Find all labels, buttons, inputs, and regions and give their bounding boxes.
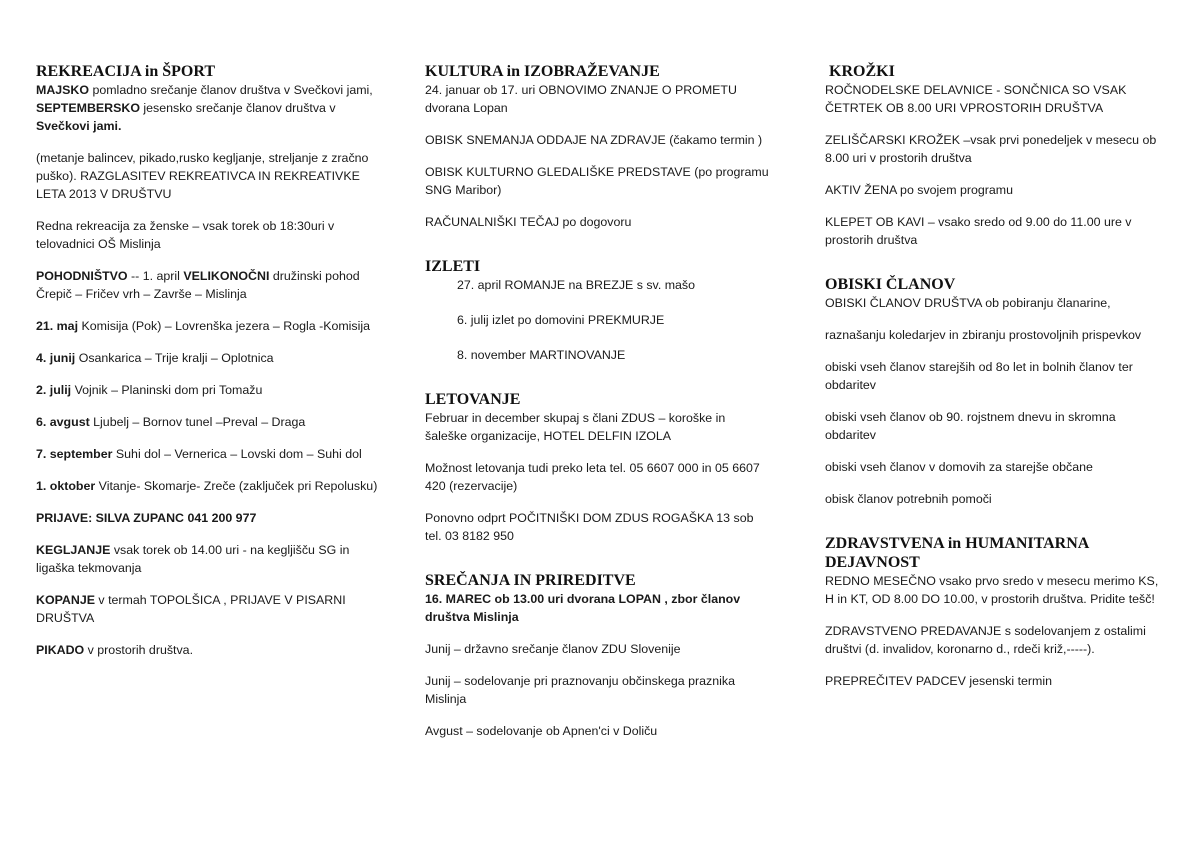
- event-item: Junij – sodelovanje pri praznovanju občinskega praznika Mislinja: [425, 674, 735, 706]
- health-item: REDNO MESEČNO vsako prvo sredo v mesecu merimo KS, H in KT, OD 8.00 DO 10.00, v prostorih društva. Pridite tešč!: [825, 574, 1159, 606]
- hike-item: 4. junij Osankarica – Trije kralji – Oplotnica: [36, 351, 274, 365]
- visit-item: obisk članov potrebnih pomoči: [825, 492, 992, 506]
- heading-member-visits: OBISKI ČLANOV: [825, 276, 956, 293]
- visit-item: obiski vseh članov ob 90. rojstnem dnevu in skromna obdaritev: [825, 410, 1116, 442]
- paragraph-games: (metanje balincev, pikado,rusko kegljanje, streljanje z zračno puško). RAZGLASITEV REKREATIVCA IN REKREATIVKE LETA 2013 V DRUŠTVU: [36, 151, 369, 201]
- paragraph-meetings: MAJSKO pomladno srečanje članov društva v Svečkovi jami, SEPTEMBERSKO jesensko srečanje članov društva v Svečkovi jami.: [36, 83, 373, 133]
- column-recreation: [36, 62, 386, 673]
- hike-item: 1. oktober Vitanje- Skomarje- Zreče (zaključek pri Repolusku): [36, 479, 378, 493]
- trip-item: 8. november MARTINOVANJE: [457, 348, 626, 362]
- visit-item: OBISKI ČLANOV DRUŠTVA ob pobiranju članarine,: [825, 296, 1111, 310]
- heading-meetings-events: SREČANJA IN PRIREDITVE: [425, 572, 636, 589]
- trip-item: 6. julij izlet po domovini PREKMURJE: [457, 313, 665, 327]
- paragraph-swimming: KOPANJE v termah TOPOLŠICA , PRIJAVE V PISARNI DRUŠTVA: [36, 593, 346, 625]
- column-circles-visits: [825, 62, 1165, 704]
- event-main: 16. MAREC ob 13.00 uri dvorana LOPAN , zbor članov društva Mislinja: [425, 592, 741, 624]
- hike-item: 21. maj Komisija (Pok) – Lovrenška jezera – Rogla -Komisija: [36, 319, 371, 333]
- holiday-item: Možnost letovanja tudi preko leta tel. 05 6607 000 in 05 6607 420 (rezervacije): [425, 461, 760, 493]
- heading-trips: IZLETI: [425, 258, 481, 275]
- culture-item: 24. januar ob 17. uri OBNOVIMO ZNANJE O PROMETU dvorana Lopan: [425, 83, 737, 115]
- heading-culture-education: KULTURA in IZOBRAŽEVANJE: [425, 63, 660, 80]
- visit-item: obiski vseh članov v domovih za starejše občane: [825, 460, 1093, 474]
- column-culture-trips: [425, 62, 770, 754]
- circle-item: KLEPET OB KAVI – vsako sredo od 9.00 do 11.00 ure v prostorih društva: [825, 215, 1132, 247]
- circle-item: AKTIV ŽENA po svojem programu: [825, 183, 1013, 197]
- heading-health-humanitarian: ZDRAVSTVENA in HUMANITARNA DEJAVNOST: [825, 535, 1089, 571]
- circle-item: ROČNODELSKE DELAVNICE - SONČNICA SO VSAK ČETRTEK OB 8.00 URI VPROSTORIH DRUŠTVA: [825, 83, 1127, 115]
- health-item: ZDRAVSTVENO PREDAVANJE s sodelovanjem z ostalimi društvi (d. invalidov, koronarno d., rdeči križ,-----).: [825, 624, 1146, 656]
- paragraph-darts: PIKADO v prostorih društva.: [36, 643, 194, 657]
- event-item: Avgust – sodelovanje ob Apnen'ci v Doliču: [425, 724, 658, 738]
- heading-recreation-sport: REKREACIJA in ŠPORT: [36, 63, 216, 80]
- culture-item: OBISK SNEMANJA ODDAJE NA ZDRAVJE (čakamo termin ): [425, 133, 763, 147]
- hike-item: 6. avgust Ljubelj – Bornov tunel –Preval – Draga: [36, 415, 306, 429]
- registration-contact: PRIJAVE: SILVA ZUPANC 041 200 977: [36, 511, 257, 525]
- culture-item: RAČUNALNIŠKI TEČAJ po dogovoru: [425, 215, 632, 229]
- hike-item: 2. julij Vojnik – Planinski dom pri Tomažu: [36, 383, 263, 397]
- circle-item: ZELIŠČARSKI KROŽEK –vsak prvi ponedeljek v mesecu ob 8.00 uri v prostorih društva: [825, 133, 1157, 165]
- holiday-item: Februar in december skupaj s člani ZDUS – koroške in šaleške organizacije, HOTEL DELFIN IZOLA: [425, 411, 726, 443]
- event-item: Junij – državno srečanje članov ZDU Slovenije: [425, 642, 681, 656]
- hike-item: 7. september Suhi dol – Vernerica – Lovski dom – Suhi dol: [36, 447, 362, 461]
- visit-item: raznašanju koledarjev in zbiranju prostovoljnih prispevkov: [825, 328, 1142, 342]
- heading-holidays: LETOVANJE: [425, 391, 521, 408]
- culture-item: OBISK KULTURNO GLEDALIŠKE PREDSTAVE (po programu SNG Maribor): [425, 165, 769, 197]
- holiday-item: Ponovno odprt POČITNIŠKI DOM ZDUS ROGAŠKA 13 sob tel. 03 8182 950: [425, 511, 754, 543]
- trip-item: 27. april ROMANJE na BREZJE s sv. mašo: [457, 278, 696, 292]
- heading-circles: KROŽKI: [829, 63, 895, 80]
- health-item: PREPREČITEV PADCEV jesenski termin: [825, 674, 1052, 688]
- paragraph-bowling: KEGLJANJE vsak torek ob 14.00 uri - na kegljišču SG in ligaška tekmovanja: [36, 543, 350, 575]
- paragraph-hiking: POHODNIŠTVO -- 1. april VELIKONOČNI družinski pohod Črepič – Fričev vrh – Završe – Mislinja: [36, 269, 360, 301]
- visit-item: obiski vseh članov starejših od 8o let in bolnih članov ter obdaritev: [825, 360, 1133, 392]
- paragraph-women-recreation: Redna rekreacija za ženske – vsak torek ob 18:30uri v telovadnici OŠ Mislinja: [36, 219, 335, 251]
